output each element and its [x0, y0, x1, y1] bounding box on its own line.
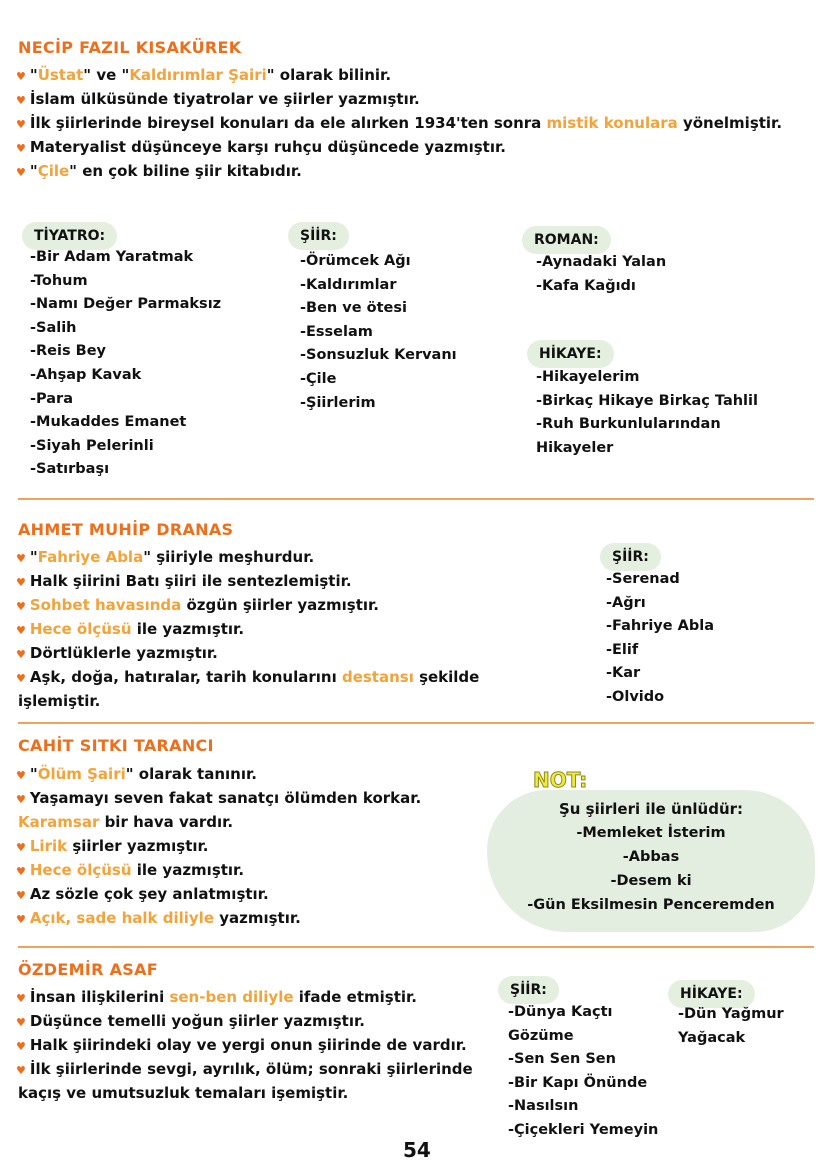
bullet-text: yönelmiştir. — [677, 114, 783, 132]
highlighted-text: Karamsar — [18, 813, 100, 831]
list-item: -Satırbaşı — [30, 461, 110, 478]
highlighted-text: Üstat — [37, 66, 84, 84]
bullet-text: Dörtlüklerle yazmıştır. — [29, 644, 218, 662]
list-item: -Şiirlerim — [300, 394, 376, 411]
bullet-icon: ♥ — [16, 142, 26, 155]
bullet-text: işlemiştir. — [18, 692, 101, 710]
ahmet-bullets — [16, 545, 479, 713]
bullet-icon: ♥ — [16, 992, 26, 1005]
bullet-text: Aşk, doğa, hatıralar, tarih konularını — [29, 668, 342, 686]
bullet-text: ifade etmiştir. — [293, 988, 417, 1006]
highlighted-text: Fahriye Abla — [37, 548, 144, 566]
bullet-text: İnsan ilişkilerini — [29, 988, 170, 1006]
bullet-item — [16, 569, 479, 593]
bullet-item — [16, 135, 782, 159]
bullet-text: " olarak tanınır. — [125, 765, 257, 783]
bullet-item — [16, 762, 421, 786]
necip-roman-label: ROMAN: — [522, 226, 611, 254]
list-item: -Örümcek Ağı — [300, 253, 411, 269]
list-item: -Serenad — [606, 571, 680, 587]
highlighted-text: Lirik — [29, 837, 68, 855]
bullet-icon: ♥ — [16, 624, 26, 637]
page-number: 54 — [403, 1138, 431, 1162]
list-item: -Ahşap Kavak — [30, 366, 142, 383]
list-item: -Desem ki — [610, 873, 692, 889]
bullet-text: " — [29, 66, 38, 84]
section-title-ahmet: AHMET MUHİP DRANAS — [18, 520, 234, 539]
ozdemir-bullets — [16, 985, 473, 1105]
divider — [18, 946, 814, 948]
bullet-item — [16, 882, 421, 906]
bullet-text: özgün şiirler yazmıştır. — [181, 596, 379, 614]
list-item: -Bir Kapı Önünde — [508, 1074, 648, 1091]
cahit-bullets — [16, 762, 421, 930]
bullet-icon: ♥ — [16, 94, 26, 107]
bullet-icon: ♥ — [16, 70, 26, 83]
bullet-item — [16, 1033, 473, 1057]
ozdemir-siir-label: ŞİİR: — [498, 976, 559, 1004]
list-item: Yağacak — [678, 1029, 746, 1046]
list-item: -Elif — [606, 641, 639, 658]
necip-siir-label: ŞİİR: — [288, 222, 349, 250]
list-item: -Hikayelerim — [536, 369, 640, 385]
highlighted-text: destansı — [341, 668, 414, 686]
bullet-icon: ♥ — [16, 600, 26, 613]
list-item: -Çile — [300, 370, 337, 387]
list-item: -Abbas — [622, 849, 680, 865]
bullet-item — [16, 1009, 473, 1033]
bullet-item — [16, 834, 421, 858]
bullet-icon: ♥ — [16, 913, 26, 926]
bullet-text: " şiiriyle meşhurdur. — [143, 548, 315, 566]
bullet-icon: ♥ — [16, 166, 26, 179]
bullet-item — [16, 665, 479, 689]
bullet-item — [18, 689, 479, 713]
list-item: -Birkaç Hikaye Birkaç Tahlil — [536, 392, 758, 409]
divider — [18, 498, 814, 500]
highlighted-text: Ölüm Şairi — [37, 765, 126, 783]
list-item: -Ruh Burkunlularından — [536, 416, 721, 433]
list-item: -Ağrı — [606, 594, 646, 611]
necip-tiyatro-label: TİYATRO: — [22, 222, 117, 250]
highlighted-text: Kaldırımlar Şairi — [129, 66, 267, 84]
ozdemir-hikaye-label: HİKAYE: — [668, 980, 755, 1008]
bullet-item — [16, 111, 782, 135]
necip-hikaye-list — [536, 366, 758, 460]
section-title-ozdemir: ÖZDEMİR ASAF — [18, 960, 158, 979]
bullet-icon: ♥ — [16, 889, 26, 902]
list-item: -Memleket İsterim — [576, 825, 726, 841]
bullet-item — [16, 63, 782, 87]
bullet-item — [16, 786, 421, 810]
bullet-icon: ♥ — [16, 118, 26, 131]
list-item: -Nasılsın — [508, 1098, 579, 1115]
list-item: -Para — [30, 390, 73, 407]
bullet-text: Halk şiirini Batı şiiri ile sentezlemiştir. — [29, 572, 352, 590]
ozdemir-hikaye-list — [678, 1003, 784, 1050]
bullet-text: ile yazmıştır. — [131, 620, 245, 638]
bullet-item — [16, 858, 421, 882]
bullet-text: şiirler yazmıştır. — [67, 837, 209, 855]
list-item: -Çiçekleri Yemeyin — [508, 1121, 659, 1138]
list-item: -Dünya Kaçtı — [508, 1004, 613, 1020]
section-title-cahit: CAHİT SITKI TARANCI — [18, 736, 214, 755]
bullet-item — [16, 617, 479, 641]
bullet-icon: ♥ — [16, 793, 26, 806]
bullet-icon: ♥ — [16, 865, 26, 878]
bullet-icon: ♥ — [16, 1064, 26, 1077]
note-label: NOT: — [533, 768, 588, 792]
bullet-text: " en çok biline şiir kitabıdır. — [69, 162, 302, 180]
list-item: -Namı Değer Parmaksız — [30, 296, 222, 313]
bullet-text: Yaşamayı seven fakat sanatçı ölümden korkar. — [29, 789, 422, 807]
list-item: -Fahriye Abla — [606, 618, 714, 635]
bullet-text: kaçış ve umutsuzluk temaları işemiştir. — [18, 1084, 349, 1102]
bullet-item — [16, 545, 479, 569]
bullet-icon: ♥ — [16, 841, 26, 854]
section-title-necip: NECİP FAZIL KISAKÜREK — [18, 38, 242, 57]
list-item: -Kar — [606, 665, 641, 682]
bullet-item — [16, 1057, 473, 1081]
bullet-text: İslam ülküsünde tiyatrolar ve şiirler yazmıştır. — [29, 90, 420, 108]
bullet-item — [16, 87, 782, 111]
bullet-text: " — [29, 548, 38, 566]
bullet-icon: ♥ — [16, 769, 26, 782]
bullet-text: İlk şiirlerinde sevgi, ayrılık, ölüm; sonraki şiirlerinde — [29, 1060, 473, 1078]
list-item: -Reis Bey — [30, 343, 107, 360]
ozdemir-siir-list — [508, 1001, 658, 1143]
list-item: -Siyah Pelerinli — [30, 437, 154, 454]
bullet-item — [18, 1081, 473, 1105]
list-item: Hikayeler — [536, 439, 614, 456]
bullet-item — [16, 641, 479, 665]
bullet-text: ile yazmıştır. — [131, 861, 245, 879]
note-intro: Şu şiirleri ile ünlüdür: — [558, 800, 744, 818]
list-item: -Mukaddes Emanet — [30, 414, 187, 431]
list-item: -Bir Adam Yaratmak — [30, 249, 194, 265]
bullet-icon: ♥ — [16, 648, 26, 661]
list-item: Gözüme — [508, 1027, 574, 1044]
bullet-icon: ♥ — [16, 552, 26, 565]
list-item: -Dün Yağmur — [678, 1006, 784, 1022]
bullet-icon: ♥ — [16, 1016, 26, 1029]
list-item: -Kafa Kağıdı — [536, 277, 636, 294]
list-item: -Aynadaki Yalan — [536, 254, 667, 270]
highlighted-text: sen-ben diliyle — [169, 988, 294, 1006]
list-item: -Salih — [30, 319, 77, 336]
bullet-text: " — [29, 162, 38, 180]
bullet-item — [16, 906, 421, 930]
list-item: -Kaldırımlar — [300, 276, 397, 293]
bullet-text: yazmıştır. — [214, 909, 301, 927]
bullet-icon: ♥ — [16, 672, 26, 685]
highlighted-text: Hece ölçüsü — [29, 620, 132, 638]
ahmet-siir-label: ŞİİR: — [600, 543, 661, 571]
necip-bullets — [16, 63, 782, 183]
highlighted-text: Hece ölçüsü — [29, 861, 132, 879]
highlighted-text: Çile — [37, 162, 70, 180]
bullet-text: " — [29, 765, 38, 783]
note-content — [487, 797, 815, 913]
bullet-text: Materyalist düşünceye karşı ruhçu düşüncede yazmıştır. — [29, 138, 506, 156]
list-item: -Olvido — [606, 688, 665, 705]
highlighted-text: mistik konulara — [546, 114, 678, 132]
bullet-text: Az sözle çok şey anlatmıştır. — [29, 885, 269, 903]
bullet-item — [16, 985, 473, 1009]
bullet-icon: ♥ — [16, 1040, 26, 1053]
highlighted-text: Sohbet havasında — [29, 596, 182, 614]
bullet-item — [16, 159, 782, 183]
bullet-text: Halk şiirindeki olay ve yergi onun şiirinde de vardır. — [29, 1036, 467, 1054]
necip-hikaye-label: HİKAYE: — [527, 340, 614, 368]
note-list — [487, 821, 815, 913]
bullet-text: " ve " — [83, 66, 130, 84]
bullet-text: Düşünce temelli yoğun şiirler yazmıştır. — [29, 1012, 365, 1030]
bullet-text: bir hava vardır. — [99, 813, 234, 831]
bullet-item — [18, 810, 421, 834]
bullet-icon: ♥ — [16, 576, 26, 589]
divider — [18, 722, 814, 724]
list-item: -Gün Eksilmesin Penceremden — [527, 897, 775, 913]
ahmet-siir-list — [606, 568, 714, 710]
bullet-item — [16, 593, 479, 617]
list-item: -Ben ve ötesi — [300, 300, 407, 317]
list-item: -Tohum — [30, 272, 88, 289]
list-item: -Sen Sen Sen — [508, 1051, 616, 1068]
necip-roman-list — [536, 251, 666, 298]
list-item: -Sonsuzluk Kervanı — [300, 347, 457, 364]
list-item: -Esselam — [300, 323, 373, 340]
necip-tiyatro-list — [30, 246, 221, 482]
highlighted-text: Açık, sade halk diliyle — [29, 909, 214, 927]
bullet-text: İlk şiirlerinde bireysel konuları da ele alırken 1934'ten sonra — [29, 114, 547, 132]
bullet-text: " olarak bilinir. — [266, 66, 392, 84]
bullet-text: şekilde — [413, 668, 480, 686]
necip-siir-list — [300, 250, 457, 415]
